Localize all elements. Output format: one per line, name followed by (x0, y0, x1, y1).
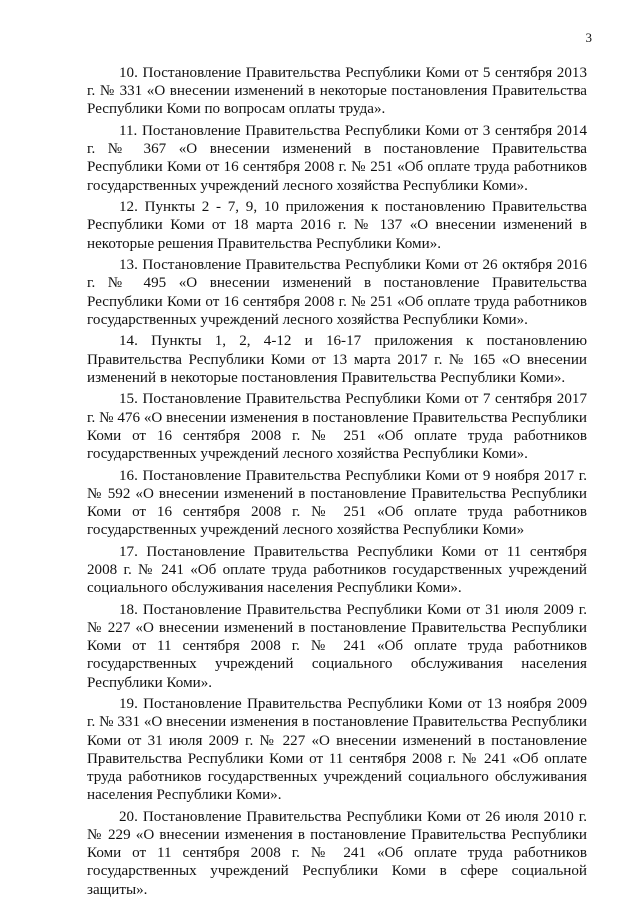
list-item-20: 20. Постановление Правительства Республики Коми от 26 июля 2010 г. № 229 «О внесении изменения в постановление Правительства Республики Коми от 11 сентября 2008 г. № 241 «Об оплате труда работников государственных учреждений Республики Коми в сфере социальной защиты». (87, 808, 587, 898)
list-item-10: 10. Постановление Правительства Республики Коми от 5 сентября 2013 г. № 331 «О внесении изменений в некоторые постановления Правительства Республики Коми по вопросам оплаты труда». (87, 65, 587, 118)
list-item-18: 18. Постановление Правительства Республики Коми от 31 июля 2009 г. № 227 «О внесении изменений в постановление Правительства Республики Коми от 11 сентября 2008 г. № 241 «Об оплате труда работников государственных учреждений социального обслуживания населения Республики Коми». (87, 601, 587, 691)
list-item-14: 14. Пункты 1, 2, 4-12 и 16-17 приложения к постановлению Правительства Республики Коми от 13 марта 2017 г. № 165 «О внесении изменений в некоторые постановления Правительства Республики Коми». (87, 333, 587, 386)
list-item-19: 19. Постановление Правительства Республики Коми от 13 ноября 2009 г. № 331 «О внесении изменения в постановление Правительства Республики Коми от 31 июля 2009 г. № 227 «О внесении изменений в постановление Правительства Республики Коми от 11 сентября 2008 г. № 241 «Об оплате труда работников государственных учреждений социального обслуживания населения Республики Коми». (87, 696, 587, 804)
document-body (87, 64, 587, 902)
list-item-15: 15. Постановление Правительства Республики Коми от 7 сентября 2017 г. № 476 «О внесении изменения в постановление Правительства Республики Коми от 16 сентября 2008 г. № 251 «Об оплате труда работников государственных учреждений лесного хозяйства Республики Коми». (87, 391, 587, 463)
list-item-16: 16. Постановление Правительства Республики Коми от 9 ноября 2017 г. № 592 «О внесении изменений в постановление Правительства Республики Коми от 16 сентября 2008 г. № 251 «Об оплате труда работников государственных учреждений лесного хозяйства Республики Коми» (87, 467, 587, 539)
list-item-11: 11. Постановление Правительства Республики Коми от 3 сентября 2014 г. № 367 «О внесении изменений в постановление Правительства Республики Коми от 16 сентября 2008 г. № 251 «Об оплате труда работников государственных учреждений лесного хозяйства Республики Коми». (87, 123, 587, 194)
page-number: 3 (585, 30, 592, 45)
list-item-17: 17. Постановление Правительства Республики Коми от 11 сентября 2008 г. № 241 «Об оплате труда работников государственных учреждений социального обслуживания населения Республики Коми». (87, 543, 587, 597)
list-item-13: 13. Постановление Правительства Республики Коми от 26 октября 2016 г. № 495 «О внесении изменений в постановление Правительства Республики Коми от 16 сентября 2008 г. № 251 «Об оплате труда работников государственных учреждений лесного хозяйства Республики Коми». (87, 257, 587, 328)
list-item-12: 12. Пункты 2 - 7, 9, 10 приложения к постановлению Правительства Республики Коми от 18 марта 2016 г. № 137 «О внесении изменений в некоторые решения Правительства Республики Коми». (87, 199, 587, 252)
